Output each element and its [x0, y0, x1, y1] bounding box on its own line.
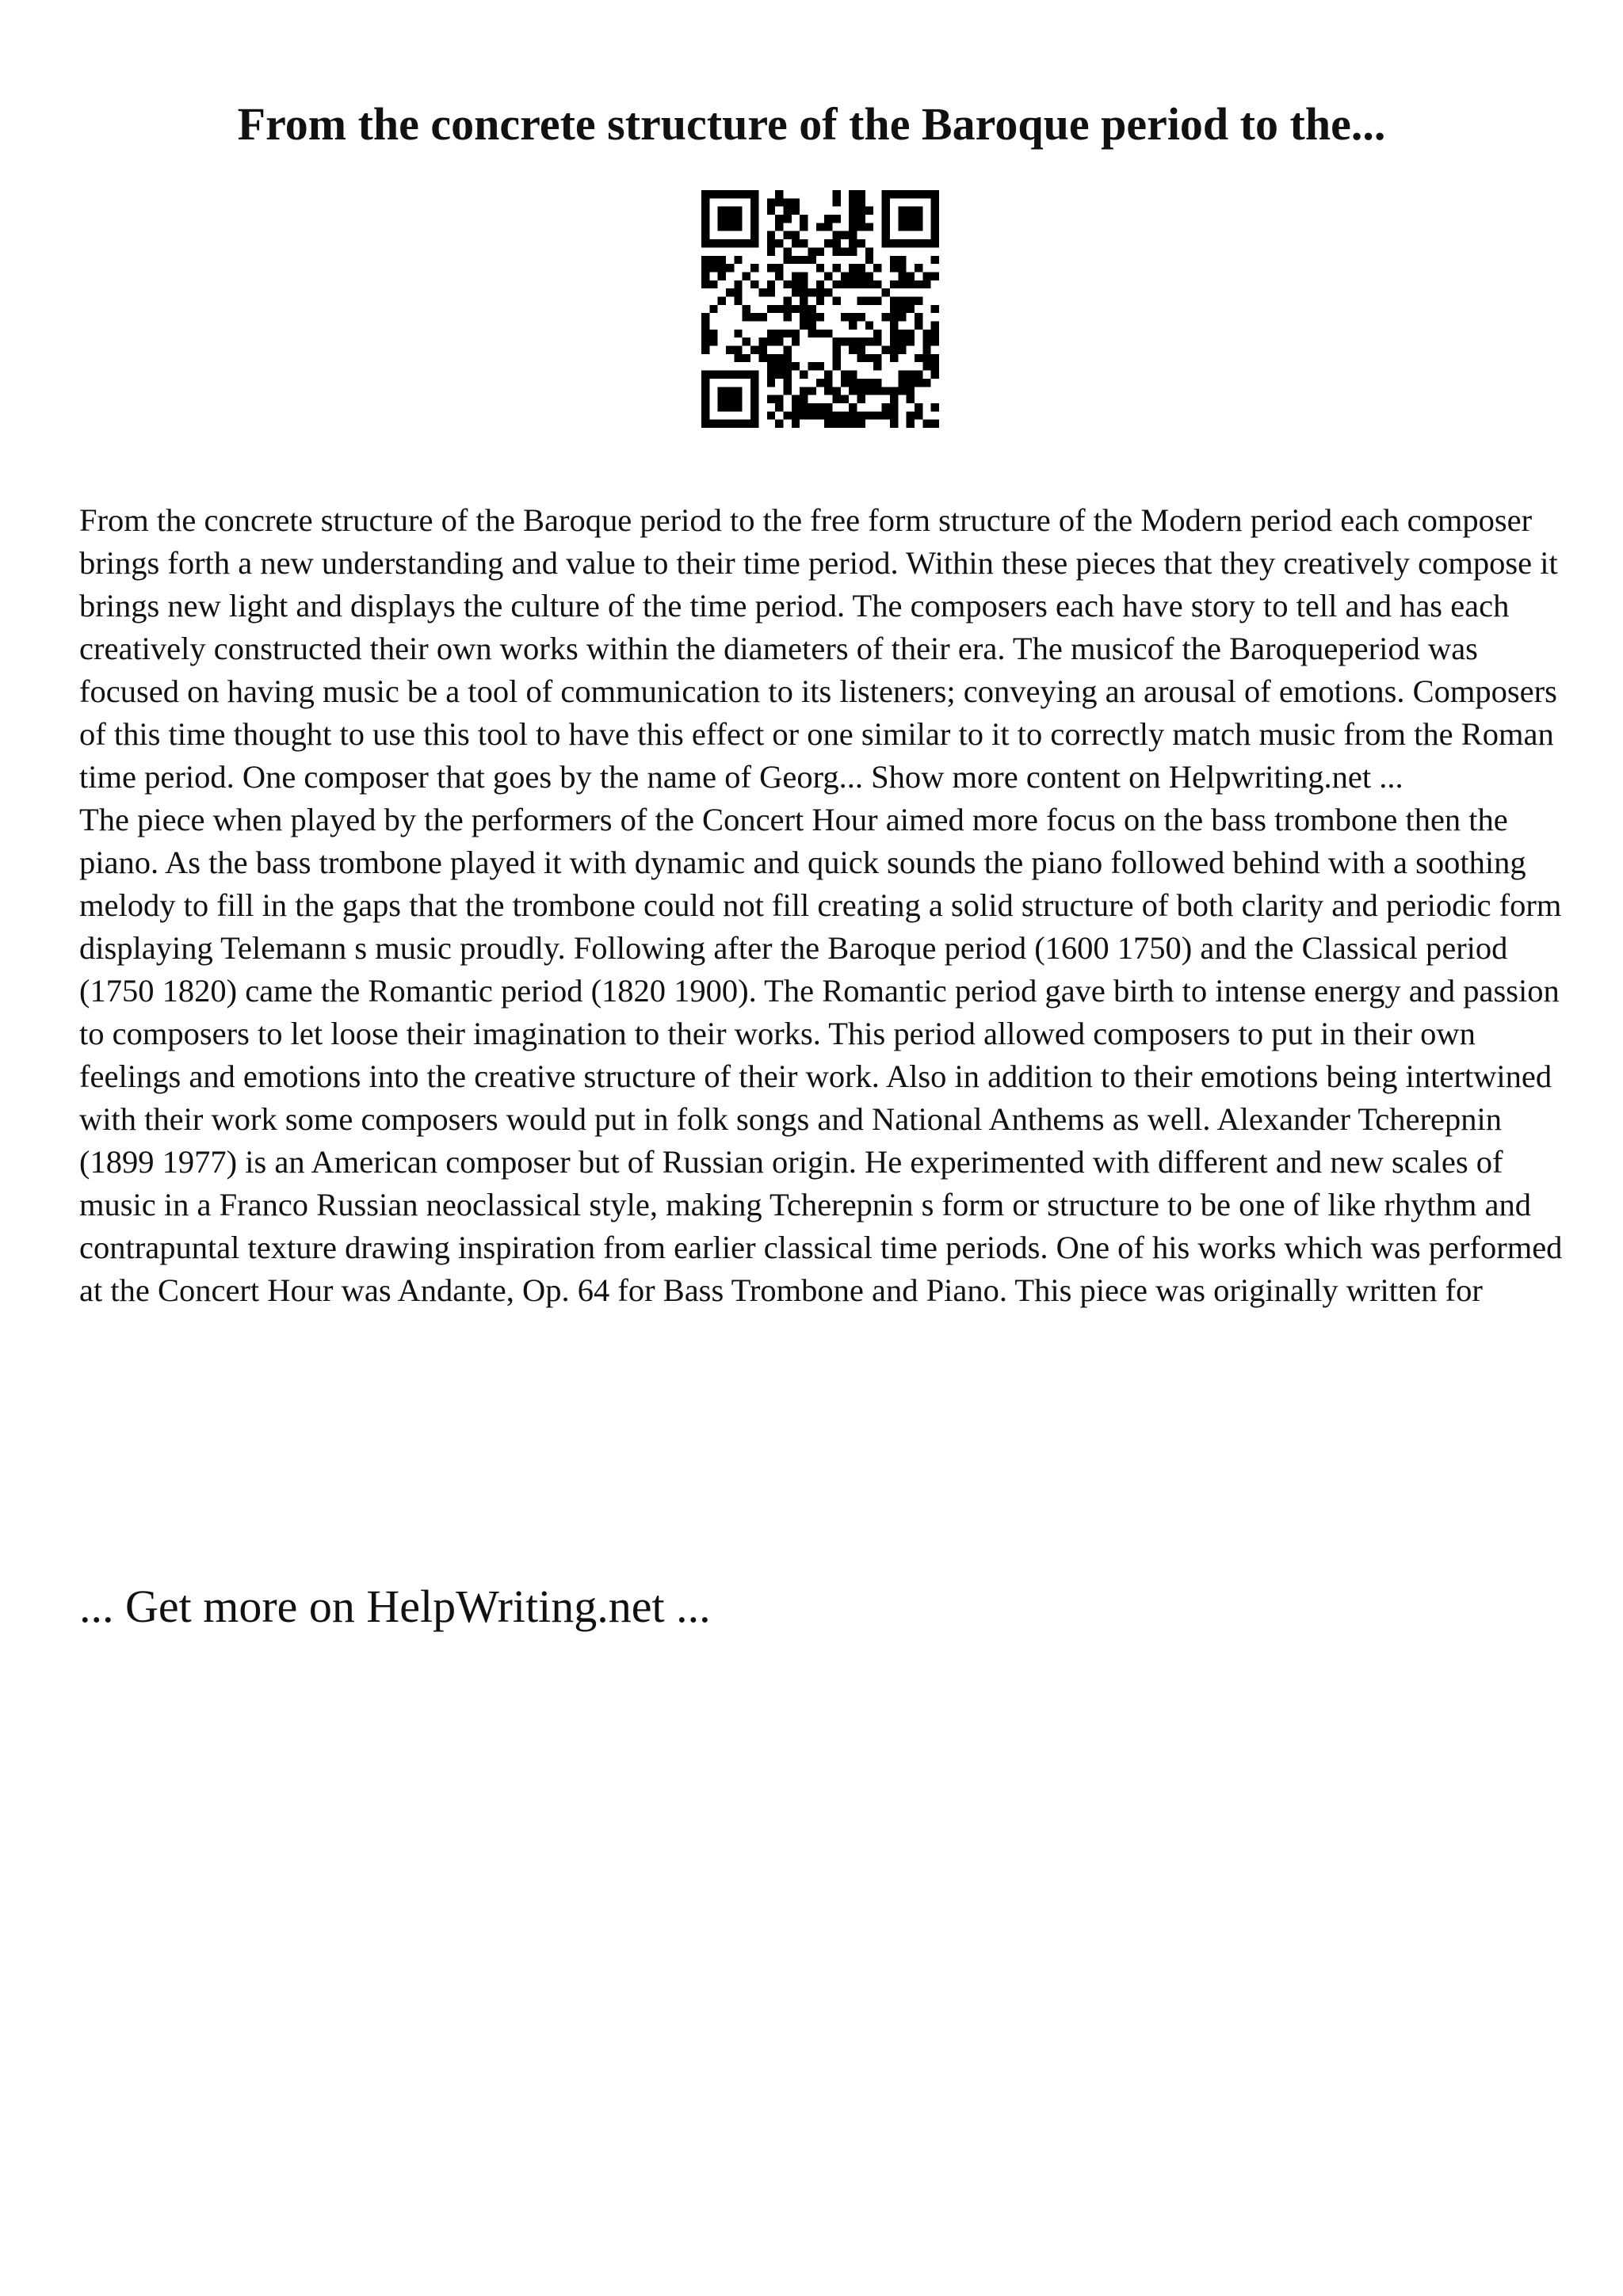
qr-code-icon	[701, 190, 939, 428]
body-text	[79, 499, 1569, 1312]
paragraph: The piece when played by the performers of the Concert Hour aimed more focus on the bass trombone then the piano. As the bass trombone played it with dynamic and quick sounds the piano followed behind with a soothing melody to fill in the gaps that the trombone could not fill creating a solid structure of both clarity and periodic form displaying Telemann s music proudly. Following after the Baroque period (1600 1750) and the Classical period (1750 1820) came the Romantic period (1820 1900). The Romantic period gave birth to intense energy and passion to composers to let loose their imagination to their works. This period allowed composers to put in their own feelings and emotions into the creative structure of their work. Also in addition to their emotions being intertwined with their work some composers would put in folk songs and National Anthems as well. Alexander Tcherepnin (1899 1977) is an American composer but of Russian origin. He experimented with different and new scales of music in a Franco Russian neoclassical style, making Tcherepnin s form or structure to be one of like rhythm and contrapuntal texture drawing inspiration from earlier classical time periods. One of his works which was performed at the Concert Hour was Andante, Op. 64 for Bass Trombone and Piano. This piece was originally written for	[79, 802, 1563, 1308]
get-more-link[interactable]: ... Get more on HelpWriting.net ...	[79, 1581, 711, 1632]
page-title: From the concrete structure of the Baroque period to the...	[237, 98, 1386, 150]
paragraph: From the concrete structure of the Baroque period to the free form structure of the Modern period each composer brings forth a new understanding and value to their time period. Within these pieces that they creatively compose it brings new light and displays the culture of the time period. The composers each have story to tell and has each creatively constructed their own works within the diameters of their era. The musicof the Baroqueperiod was focused on having music be a tool of communication to its listeners; conveying an arousal of emotions. Composers of this time thought to use this tool to have this effect or one similar to it to correctly match music from the Roman time period. One composer that goes by the name of Georg... Show more content on Helpwriting.net ...	[79, 502, 1558, 795]
